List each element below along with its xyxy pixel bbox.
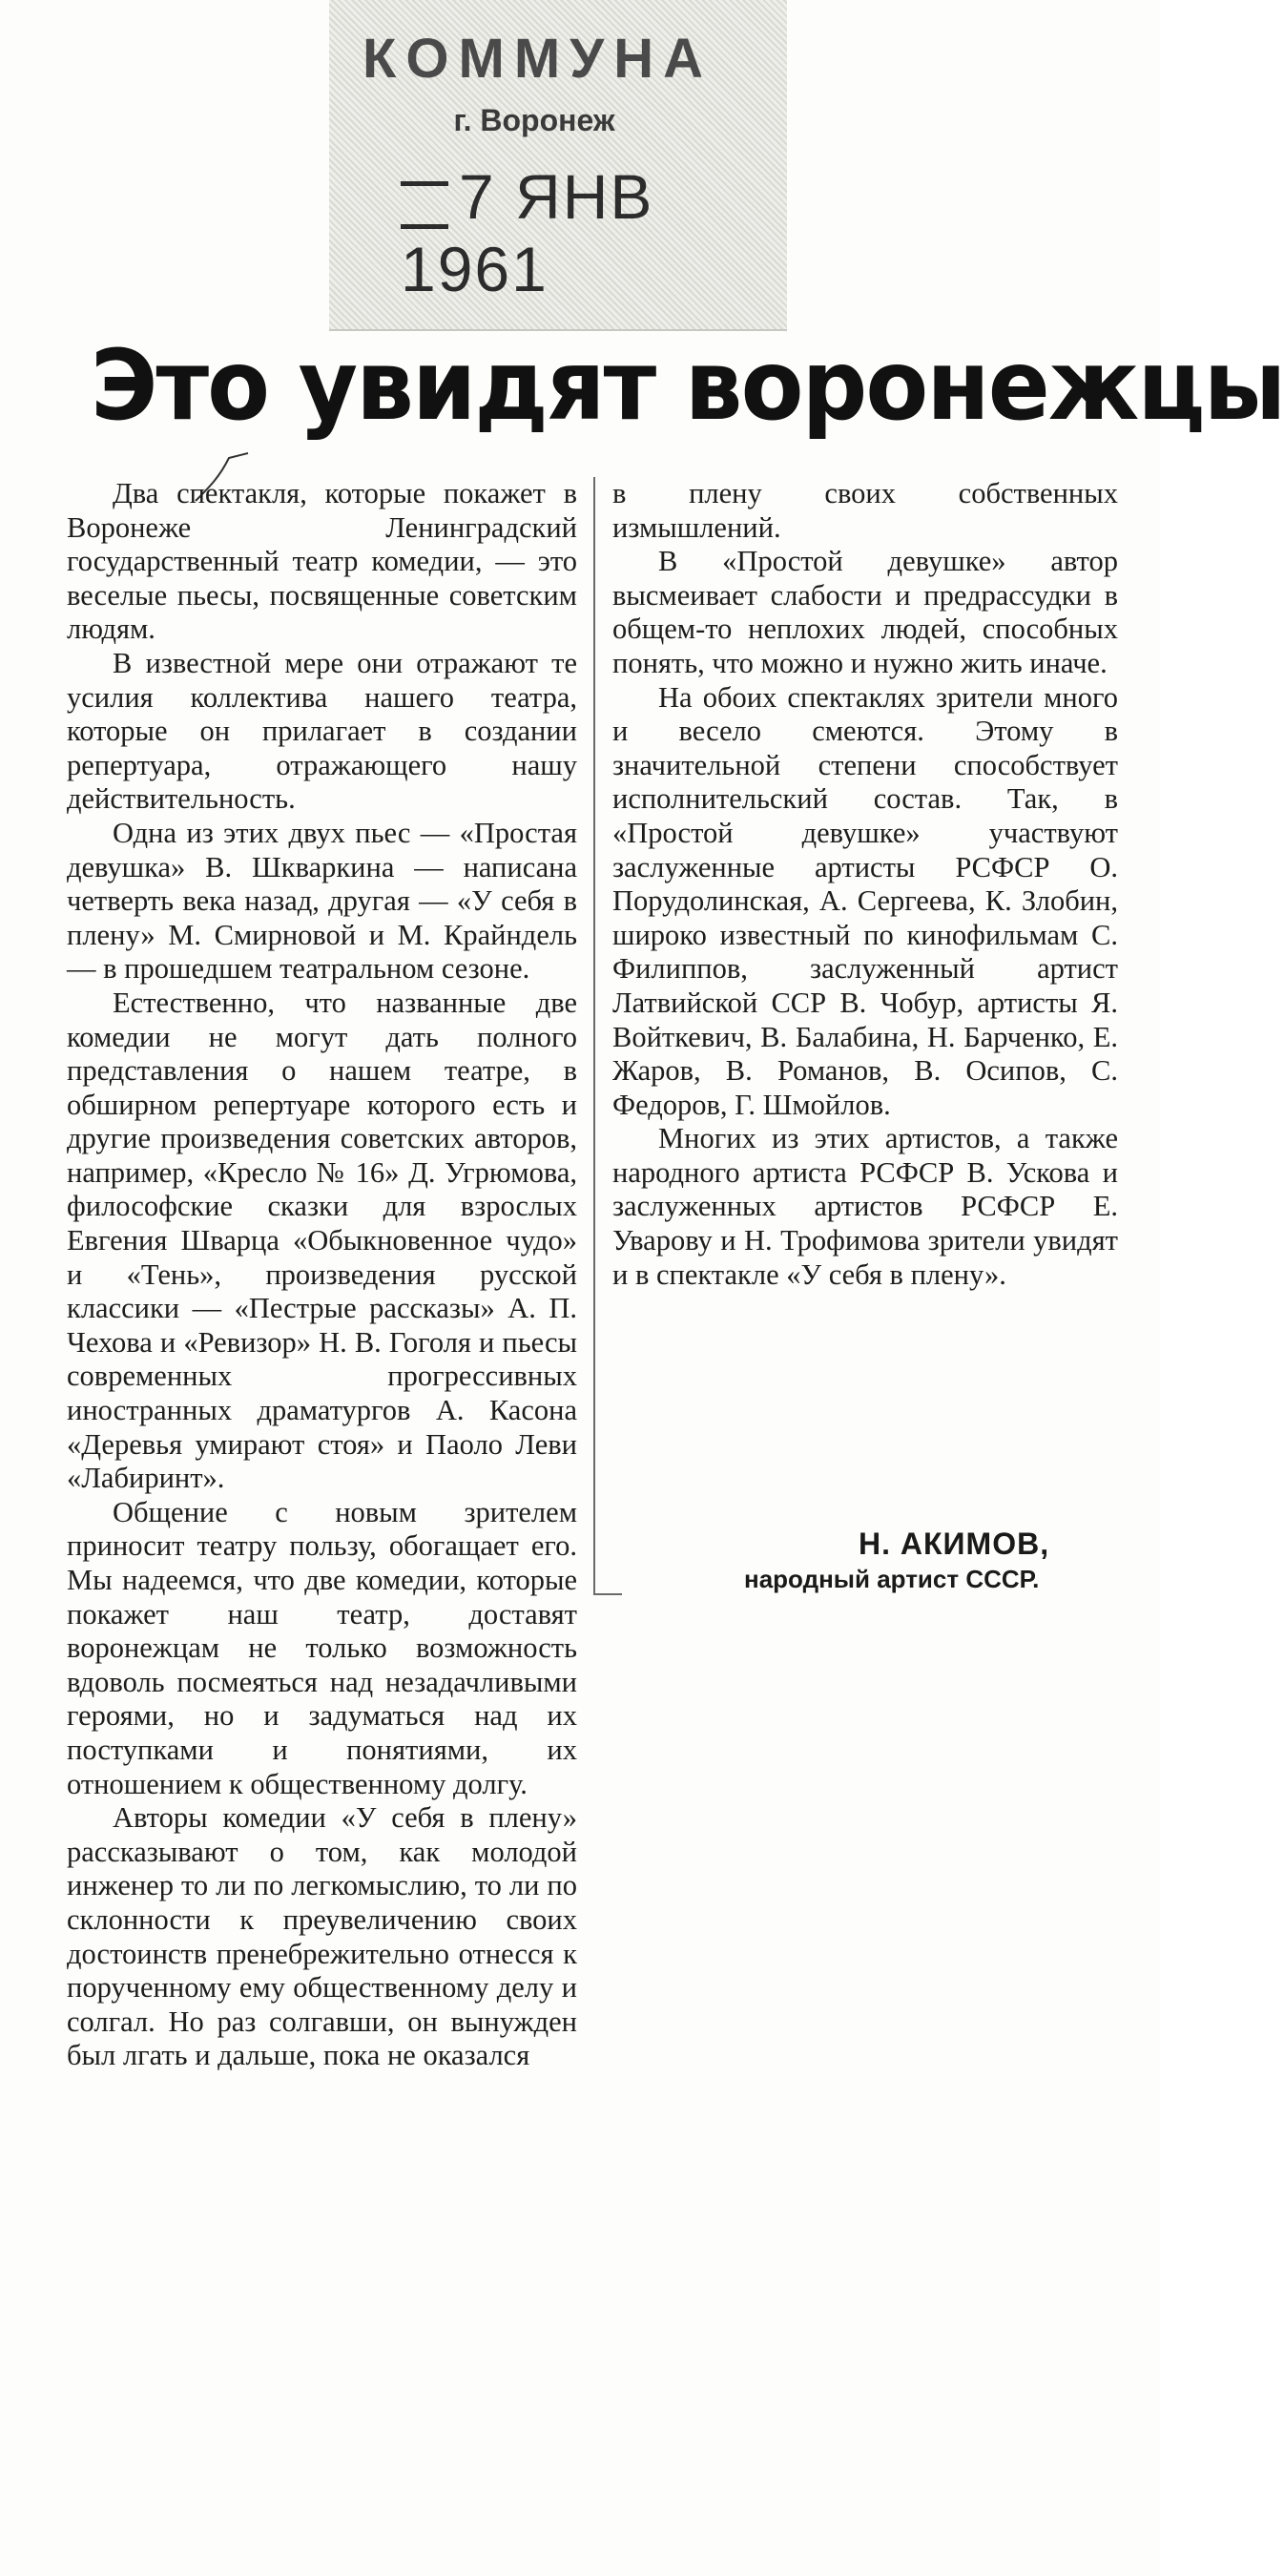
paragraph: Два спектакля, которые покажет в Воронеже Ленинградский государственный театр комедии, — это веселые пьесы, посвященные советским людям. (67, 477, 577, 646)
newspaper-city: г. Воронеж (453, 103, 615, 137)
author-name: Н. АКИМОВ, (859, 1527, 1050, 1561)
article-column-right (612, 477, 1118, 1292)
paragraph: Общение с новым зрителем приносит театру пользу, обогащает его. Мы надеемся, что две комедии, которые покажет наш театр, доставят воронежцам не только возможность вдоволь посмеяться над незадачливыми героями, но и задуматься над их поступками и понятиями, их отношением к общественному долгу. (67, 1495, 577, 1800)
paragraph: Естественно, что названные две комедии не могут дать полного представления о нашем театре, в обширном репертуаре которого есть и другие произведения советских авторов, например, «Кресло № 16» Д. Угрюмова, философские сказки для взрослых Евгения Шварца «Обыкновенное чудо» и «Тень», произведения русской классики — «Пестрые рассказы» А. П. Чехова и «Ревизор» Н. В. Гоголя и пьесы современных прогрессивных иностранных драматургов А. Касона «Деревья умирают стоя» и Паоло Леви «Лабиринт». (67, 986, 577, 1495)
paragraph: в плену своих собственных измышлений. (612, 477, 1118, 544)
column-divider-end (593, 1593, 622, 1595)
paragraph: В «Простой девушке» автор высмеивает слабости и предрассудки в общем-то неплохих людей, способных понять, что можно и нужно жить иначе. (612, 545, 1118, 679)
newspaper-name: КОММУНА (362, 28, 713, 90)
publication-date (401, 160, 801, 305)
article-headline: Это увидят воронежцы (91, 329, 1284, 443)
paragraph: На обоих спектаклях зрители много и весело смеются. Этому в значительной степени способствует исполнительский состав. Так, в «Простой девушке» участвуют заслуженные артисты РСФСР О. Порудолинская, А. Сергеева, К. Злобин, широко известный по кинофильмам С. Филиппов, заслуженный артист Латвийской ССР В. Чобур, артисты Я. Войткевич, В. Балабина, Н. Барченко, Е. Жаров, В. Романов, В. Осипов, С. Федоров, Г. Шмойлов. (612, 680, 1118, 1121)
paragraph: Авторы комедии «У себя в плену» рассказывают о том, как молодой инженер то ли по легкомыслию, то ли по склонности к преувеличению своих достоинств пренебрежительно отнесся к порученному ему общественному делу и солгал. Но раз солгавши, он вынужден был лгать и дальше, пока не оказался (67, 1801, 577, 2072)
article-column-left (67, 477, 577, 2073)
publication-date-text: 7 ЯНВ 1961 (401, 161, 654, 304)
column-divider (593, 477, 595, 1593)
paragraph: Многих из этих артистов, а также народного артиста РСФСР В. Ускова и заслуженных артистов РСФСР Е. Уварову и Н. Трофимова зрители увидят и в спектакле «У себя в плену». (612, 1122, 1118, 1291)
paragraph: В известной мере они отражают те усилия коллектива нашего театра, которые он прилагает в создании репертуара, отражающего нашу действительность. (67, 646, 577, 816)
paragraph: Одна из этих двух пьес — «Простая девушка» В. Шкваркина — написана четверть века назад, другая — «У себя в плену» М. Смирновой и М. Крайндель — в прошедшем театральном сезоне. (67, 816, 577, 986)
author-title: народный артист СССР. (744, 1565, 1040, 1593)
